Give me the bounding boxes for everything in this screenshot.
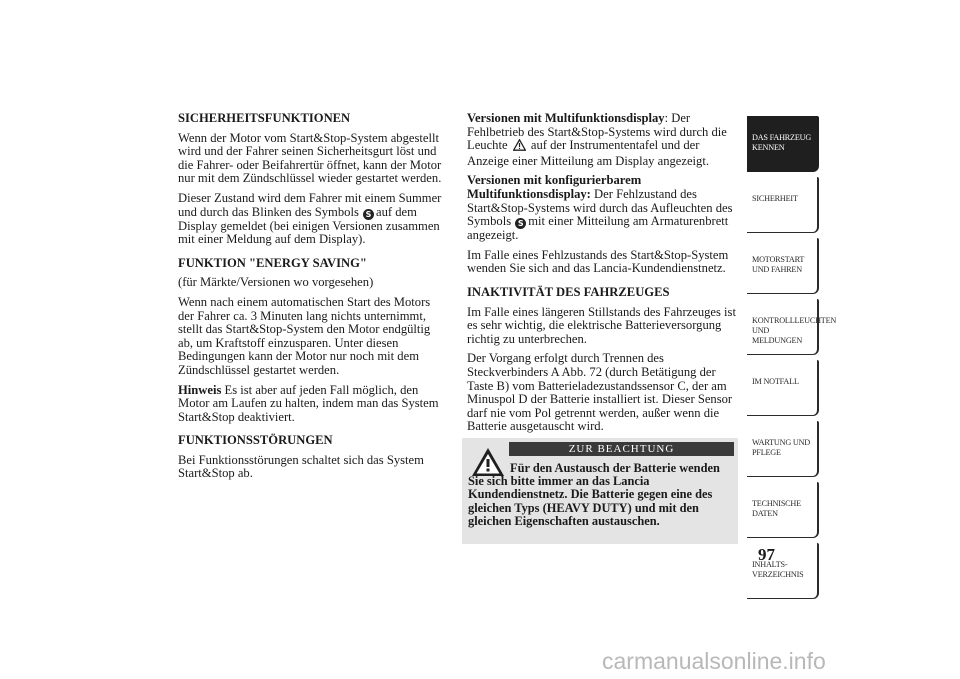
paragraph-safety-2b: auf dem Display gemeldet (bei einigen Versionen zusammen mit einer Meldung auf dem Display). (178, 204, 440, 247)
caution-text-content: Für den Austausch der Batterie wenden Sie sich bitte immer an das Lancia Kundendienstnetz. Die Batterie gegen eine des gleichen Typs (HEAVY DUTY) und mit den gleichen Eigenschaften austauschen. (468, 461, 720, 528)
nav-tab-safety[interactable] (747, 177, 819, 233)
nav-tab-label: IM NOTFALL (752, 377, 799, 386)
nav-tab-maintenance[interactable] (747, 421, 819, 477)
chapter-navigation (747, 116, 837, 604)
paragraph-hint (178, 384, 446, 425)
configurable-text-a: Der Fehlzustand des Start&Stop-Systems wird durch das Aufleuchten des Symbols (467, 186, 733, 229)
nav-tab-label: KONTROLLLEUCHTEN UND MELDUNGEN (752, 316, 837, 345)
paragraph-safety-2a: Dieser Zustand wird dem Fahrer mit einem Summer und durch das Blinken des Symbols (178, 190, 442, 219)
paragraph-energy-saving: Wenn nach einem automatischen Start des Motors der Fahrer ca. 3 Minuten lang nichts unternimmt, stellt das Start&Stop-System den Motor endgültig ab, um Kraftstoff einzusparen. Unter diesen Bedingungen kann der Motor nur noch mit dem Zündschlüssel gestartet werden. (178, 294, 431, 377)
heading-vehicle-inactivity: INAKTIVITÄT DES FAHRZEUGES (467, 284, 670, 299)
hint-text: Es ist aber auf jeden Fall möglich, den Motor am Laufen zu halten, indem man das System Start&Stop deaktiviert. (178, 382, 439, 424)
watermark: carmanualsonline.info (602, 648, 826, 674)
nav-tab-label: SICHERHEIT (752, 194, 798, 203)
nav-tab-label: MOTORSTART UND FAHREN (752, 255, 805, 274)
heading-malfunctions: FUNKTIONSSTÖRUNGEN (178, 433, 333, 448)
left-column (178, 112, 446, 487)
energy-saving-note: (für Märkte/Versionen wo vorgesehen) (178, 275, 374, 290)
nav-tab-technical-data[interactable] (747, 482, 819, 538)
configurable-lead: Versionen mit konfigurierbarem Multifunktionsdisplay: (467, 173, 642, 201)
nav-tab-start-driving[interactable] (747, 238, 819, 294)
multifunction-text-a: : Der Fehlbetrieb des Start&Stop-Systems wird durch die Leuchte (467, 111, 727, 153)
start-stop-icon: S (363, 209, 374, 220)
nav-tab-label: WARTUNG UND PFLEGE (752, 438, 811, 457)
start-stop-failure-icon: S (515, 218, 526, 229)
nav-tab-label: TECHNISCHE DATEN (752, 499, 801, 518)
nav-tab-warning-lights[interactable] (747, 299, 837, 355)
heading-energy-saving: FUNKTION "ENERGY SAVING" (178, 255, 367, 270)
nav-tab-label: INHALTS-VERZEICHNIS (752, 560, 804, 579)
warning-triangle-icon (513, 139, 526, 155)
paragraph-inactivity-2: Der Vorgang erfolgt durch Trennen des Steckverbinders A Abb. 72 (durch Betätigung der Taste B) vom Batterieladezustandssensor C, der am Minuspol D der Batterie installiert ist. Dieser Sensor darf nie vom Pol getrennt werden, außer wenn die Batterie ausgetauscht wird. (467, 351, 733, 434)
right-column (467, 112, 739, 440)
paragraph-malfunctions: Bei Funktionsstörungen schaltet sich das System Start&Stop ab. (178, 452, 424, 481)
paragraph-service-network: Im Falle eines Fehlzustands des Start&Stop-System wenden Sie sich and das Lancia-Kundendienstnetz. (467, 247, 729, 276)
paragraph-safety-2 (178, 192, 446, 247)
configurable-text-b: mit einer Mitteilung am Armaturenbrett angezeigt. (467, 214, 729, 243)
paragraph-multifunction-display (467, 112, 739, 168)
paragraph-inactivity-1: Im Falle eines längeren Stillstands des Fahrzeuges ist es sehr wichtig, die elektrische Batterieversorgung richtig zu unterbrechen. (467, 304, 736, 346)
page-number: 97 (758, 545, 775, 564)
multifunction-lead: Versionen mit Multifunktionsdisplay (467, 111, 665, 125)
nav-tab-vehicle[interactable] (747, 116, 819, 172)
multifunction-text-b: auf der Instrumententafel und der Anzeige einer Mitteilung am Display angezeigt. (467, 138, 709, 168)
caution-title: ZUR BEACHTUNG (509, 442, 734, 456)
heading-safety-functions: SICHERHEITSFUNKTIONEN (178, 111, 351, 125)
caution-box (462, 438, 738, 544)
nav-tab-emergency[interactable] (747, 360, 819, 416)
paragraph-configurable-display (467, 174, 739, 242)
hint-label: Hinweis (178, 382, 222, 397)
nav-tab-label: DAS FAHRZEUG KENNEN (752, 133, 812, 152)
paragraph-safety-1: Wenn der Motor vom Start&Stop-System abgestellt wird und der Fahrer seinen Sicherheitsgurt löst und die Fahrer- oder Beifahrertür öffnet, kann der Motor nur mit dem Zündschlüssel wieder gestartet werden. (178, 130, 442, 186)
caution-text (468, 462, 734, 528)
